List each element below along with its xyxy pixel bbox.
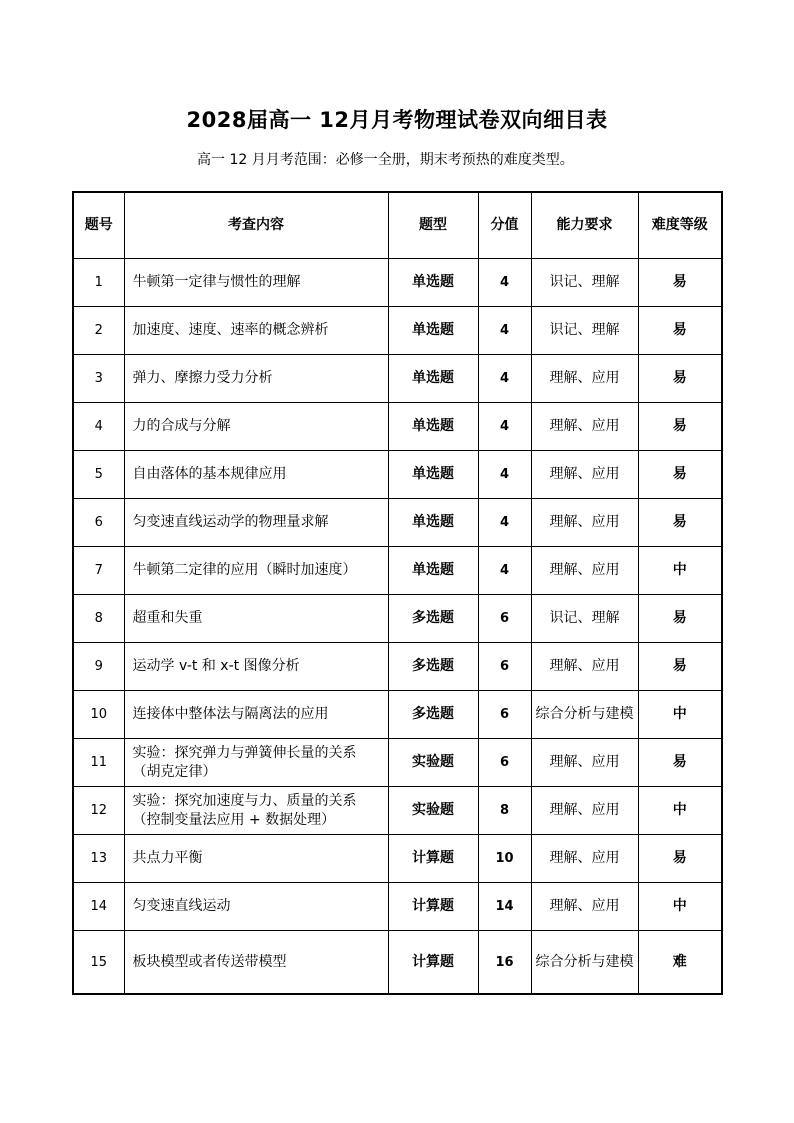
cell-ability: 识记、理解 (531, 259, 638, 307)
cell-level: 难 (638, 931, 722, 995)
cell-ability: 理解、应用 (531, 451, 638, 499)
cell-level: 易 (638, 595, 722, 643)
cell-type: 多选题 (388, 643, 478, 691)
cell-score: 6 (478, 595, 531, 643)
cell-ability: 综合分析与建模 (531, 691, 638, 739)
cell-level: 易 (638, 259, 722, 307)
cell-no: 14 (73, 883, 124, 931)
cell-ability: 理解、应用 (531, 883, 638, 931)
table-row (73, 307, 722, 355)
cell-score: 8 (478, 787, 531, 835)
cell-type: 单选题 (388, 451, 478, 499)
cell-content: 匀变速直线运动学的物理量求解 (124, 499, 388, 547)
cell-level: 易 (638, 739, 722, 787)
cell-content: 加速度、速度、速率的概念辨析 (124, 307, 388, 355)
cell-content: 共点力平衡 (124, 835, 388, 883)
cell-level: 中 (638, 787, 722, 835)
cell-level: 易 (638, 835, 722, 883)
page-subtitle: 高一 12 月月考范围：必修一全册，期末考预热的难度类型。 (197, 152, 574, 168)
cell-level: 易 (638, 451, 722, 499)
cell-content: 板块模型或者传送带模型 (124, 931, 388, 995)
table-row (73, 499, 722, 547)
cell-ability: 理解、应用 (531, 499, 638, 547)
page-title: 2028届高一 12月月考物理试卷双向细目表 (186, 108, 608, 132)
cell-score: 4 (478, 499, 531, 547)
table-row (73, 883, 722, 931)
cell-ability: 理解、应用 (531, 403, 638, 451)
cell-no: 10 (73, 691, 124, 739)
header-no: 题号 (73, 192, 124, 259)
cell-level: 易 (638, 643, 722, 691)
cell-score: 4 (478, 403, 531, 451)
cell-level: 中 (638, 883, 722, 931)
cell-no: 2 (73, 307, 124, 355)
cell-content: 实验：探究弹力与弹簧伸长量的关系（胡克定律） (124, 739, 388, 787)
cell-ability: 理解、应用 (531, 355, 638, 403)
cell-score: 6 (478, 739, 531, 787)
table-row (73, 451, 722, 499)
cell-score: 14 (478, 883, 531, 931)
cell-no: 4 (73, 403, 124, 451)
table-row (73, 547, 722, 595)
cell-type: 单选题 (388, 259, 478, 307)
cell-score: 4 (478, 259, 531, 307)
cell-score: 4 (478, 355, 531, 403)
cell-no: 8 (73, 595, 124, 643)
table-header-row (73, 192, 722, 259)
cell-score: 4 (478, 547, 531, 595)
header-type: 题型 (388, 192, 478, 259)
cell-type: 单选题 (388, 307, 478, 355)
table-row (73, 691, 722, 739)
cell-type: 多选题 (388, 595, 478, 643)
cell-level: 中 (638, 547, 722, 595)
cell-content: 自由落体的基本规律应用 (124, 451, 388, 499)
cell-content: 牛顿第二定律的应用（瞬时加速度） (124, 547, 388, 595)
header-score: 分值 (478, 192, 531, 259)
cell-score: 16 (478, 931, 531, 995)
cell-type: 单选题 (388, 403, 478, 451)
cell-no: 1 (73, 259, 124, 307)
cell-content: 运动学 v-t 和 x-t 图像分析 (124, 643, 388, 691)
cell-score: 4 (478, 451, 531, 499)
cell-type: 计算题 (388, 883, 478, 931)
header-content: 考查内容 (124, 192, 388, 259)
header-level: 难度等级 (638, 192, 722, 259)
cell-no: 11 (73, 739, 124, 787)
cell-type: 单选题 (388, 547, 478, 595)
cell-level: 易 (638, 499, 722, 547)
cell-level: 易 (638, 307, 722, 355)
cell-no: 9 (73, 643, 124, 691)
cell-content: 超重和失重 (124, 595, 388, 643)
cell-ability: 识记、理解 (531, 307, 638, 355)
cell-score: 10 (478, 835, 531, 883)
cell-ability: 理解、应用 (531, 643, 638, 691)
cell-ability: 理解、应用 (531, 835, 638, 883)
cell-ability: 理解、应用 (531, 739, 638, 787)
cell-no: 3 (73, 355, 124, 403)
cell-level: 中 (638, 691, 722, 739)
cell-ability: 综合分析与建模 (531, 931, 638, 995)
cell-score: 6 (478, 643, 531, 691)
table-row (73, 787, 722, 835)
cell-score: 6 (478, 691, 531, 739)
table-row (73, 739, 722, 787)
table-row (73, 595, 722, 643)
cell-content: 牛顿第一定律与惯性的理解 (124, 259, 388, 307)
table-row (73, 643, 722, 691)
cell-no: 7 (73, 547, 124, 595)
cell-content: 匀变速直线运动 (124, 883, 388, 931)
cell-no: 12 (73, 787, 124, 835)
cell-type: 计算题 (388, 835, 478, 883)
cell-type: 计算题 (388, 931, 478, 995)
cell-no: 5 (73, 451, 124, 499)
cell-type: 单选题 (388, 355, 478, 403)
table-row (73, 259, 722, 307)
cell-no: 6 (73, 499, 124, 547)
exam-spec-table (72, 191, 723, 995)
cell-ability: 理解、应用 (531, 787, 638, 835)
cell-content: 连接体中整体法与隔离法的应用 (124, 691, 388, 739)
cell-level: 易 (638, 403, 722, 451)
cell-type: 多选题 (388, 691, 478, 739)
cell-level: 易 (638, 355, 722, 403)
cell-content: 实验：探究加速度与力、质量的关系（控制变量法应用 + 数据处理） (124, 787, 388, 835)
cell-ability: 识记、理解 (531, 595, 638, 643)
cell-content: 力的合成与分解 (124, 403, 388, 451)
table-row (73, 931, 722, 995)
table-row (73, 355, 722, 403)
cell-no: 13 (73, 835, 124, 883)
table-row (73, 835, 722, 883)
header-ability: 能力要求 (531, 192, 638, 259)
table-row (73, 403, 722, 451)
cell-content: 弹力、摩擦力受力分析 (124, 355, 388, 403)
cell-type: 实验题 (388, 787, 478, 835)
cell-type: 单选题 (388, 499, 478, 547)
cell-no: 15 (73, 931, 124, 995)
cell-type: 实验题 (388, 739, 478, 787)
cell-ability: 理解、应用 (531, 547, 638, 595)
cell-score: 4 (478, 307, 531, 355)
